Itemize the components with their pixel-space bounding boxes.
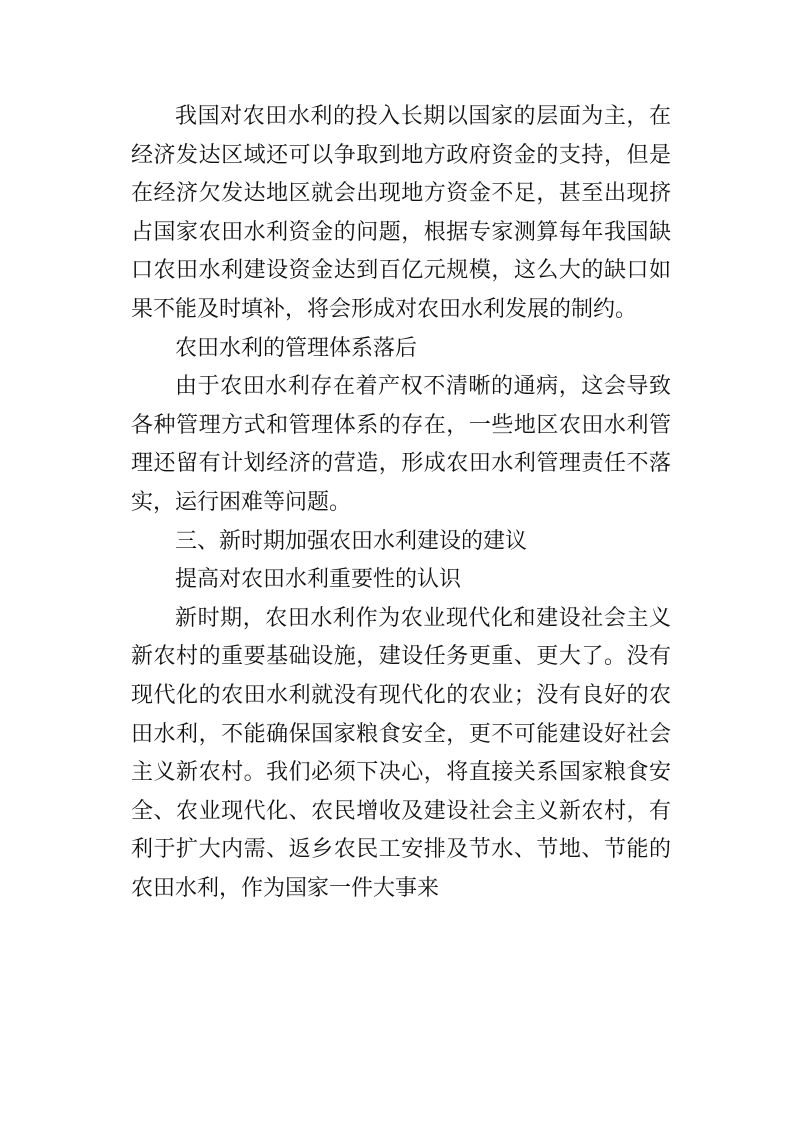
section-heading-suggestions: 三、新时期加强农田水利建设的建议 xyxy=(175,528,528,554)
subheading-raise-awareness: 提高对农田水利重要性的认识 xyxy=(175,567,462,593)
paragraph-management-issues: 由于农田水利存在着产权不清晰的通病，这会导致各种管理方式和管理体系的存在，一些地区农田水利管理还留有计划经济的营造，形成农田水利管理责任不落实，运行困难等问题。 xyxy=(131,374,671,515)
paragraph-new-era-importance: 新时期，农田水利作为农业现代化和建设社会主义新农村的重要基础设施，建设任务更重、更大了。没有现代化的农田水利就没有现代化的农业；没有良好的农田水利，不能确保国家粮食安全，更不可能建设好社会主义新农村。我们必须下决心，将直接关系国家粮食安全、农业现代化、农民增收及建设社会主义新农村，有利于扩大内需、返乡农民工安排及节水、节地、节能的农田水利，作为国家一件大事来 xyxy=(131,605,671,901)
document-body xyxy=(131,98,671,908)
subheading-management-system: 农田水利的管理体系落后 xyxy=(175,335,418,361)
paragraph-funding-investment: 我国对农田水利的投入长期以国家的层面为主，在经济发达区域还可以争取到地方政府资金的支持，但是在经济欠发达地区就会出现地方资金不足，甚至出现挤占国家农田水利资金的问题，根据专家测算每年我国缺口农田水利建设资金达到百亿元规模，这么大的缺口如果不能及时填补，将会形成对农田水利发展的制约。 xyxy=(131,104,671,322)
